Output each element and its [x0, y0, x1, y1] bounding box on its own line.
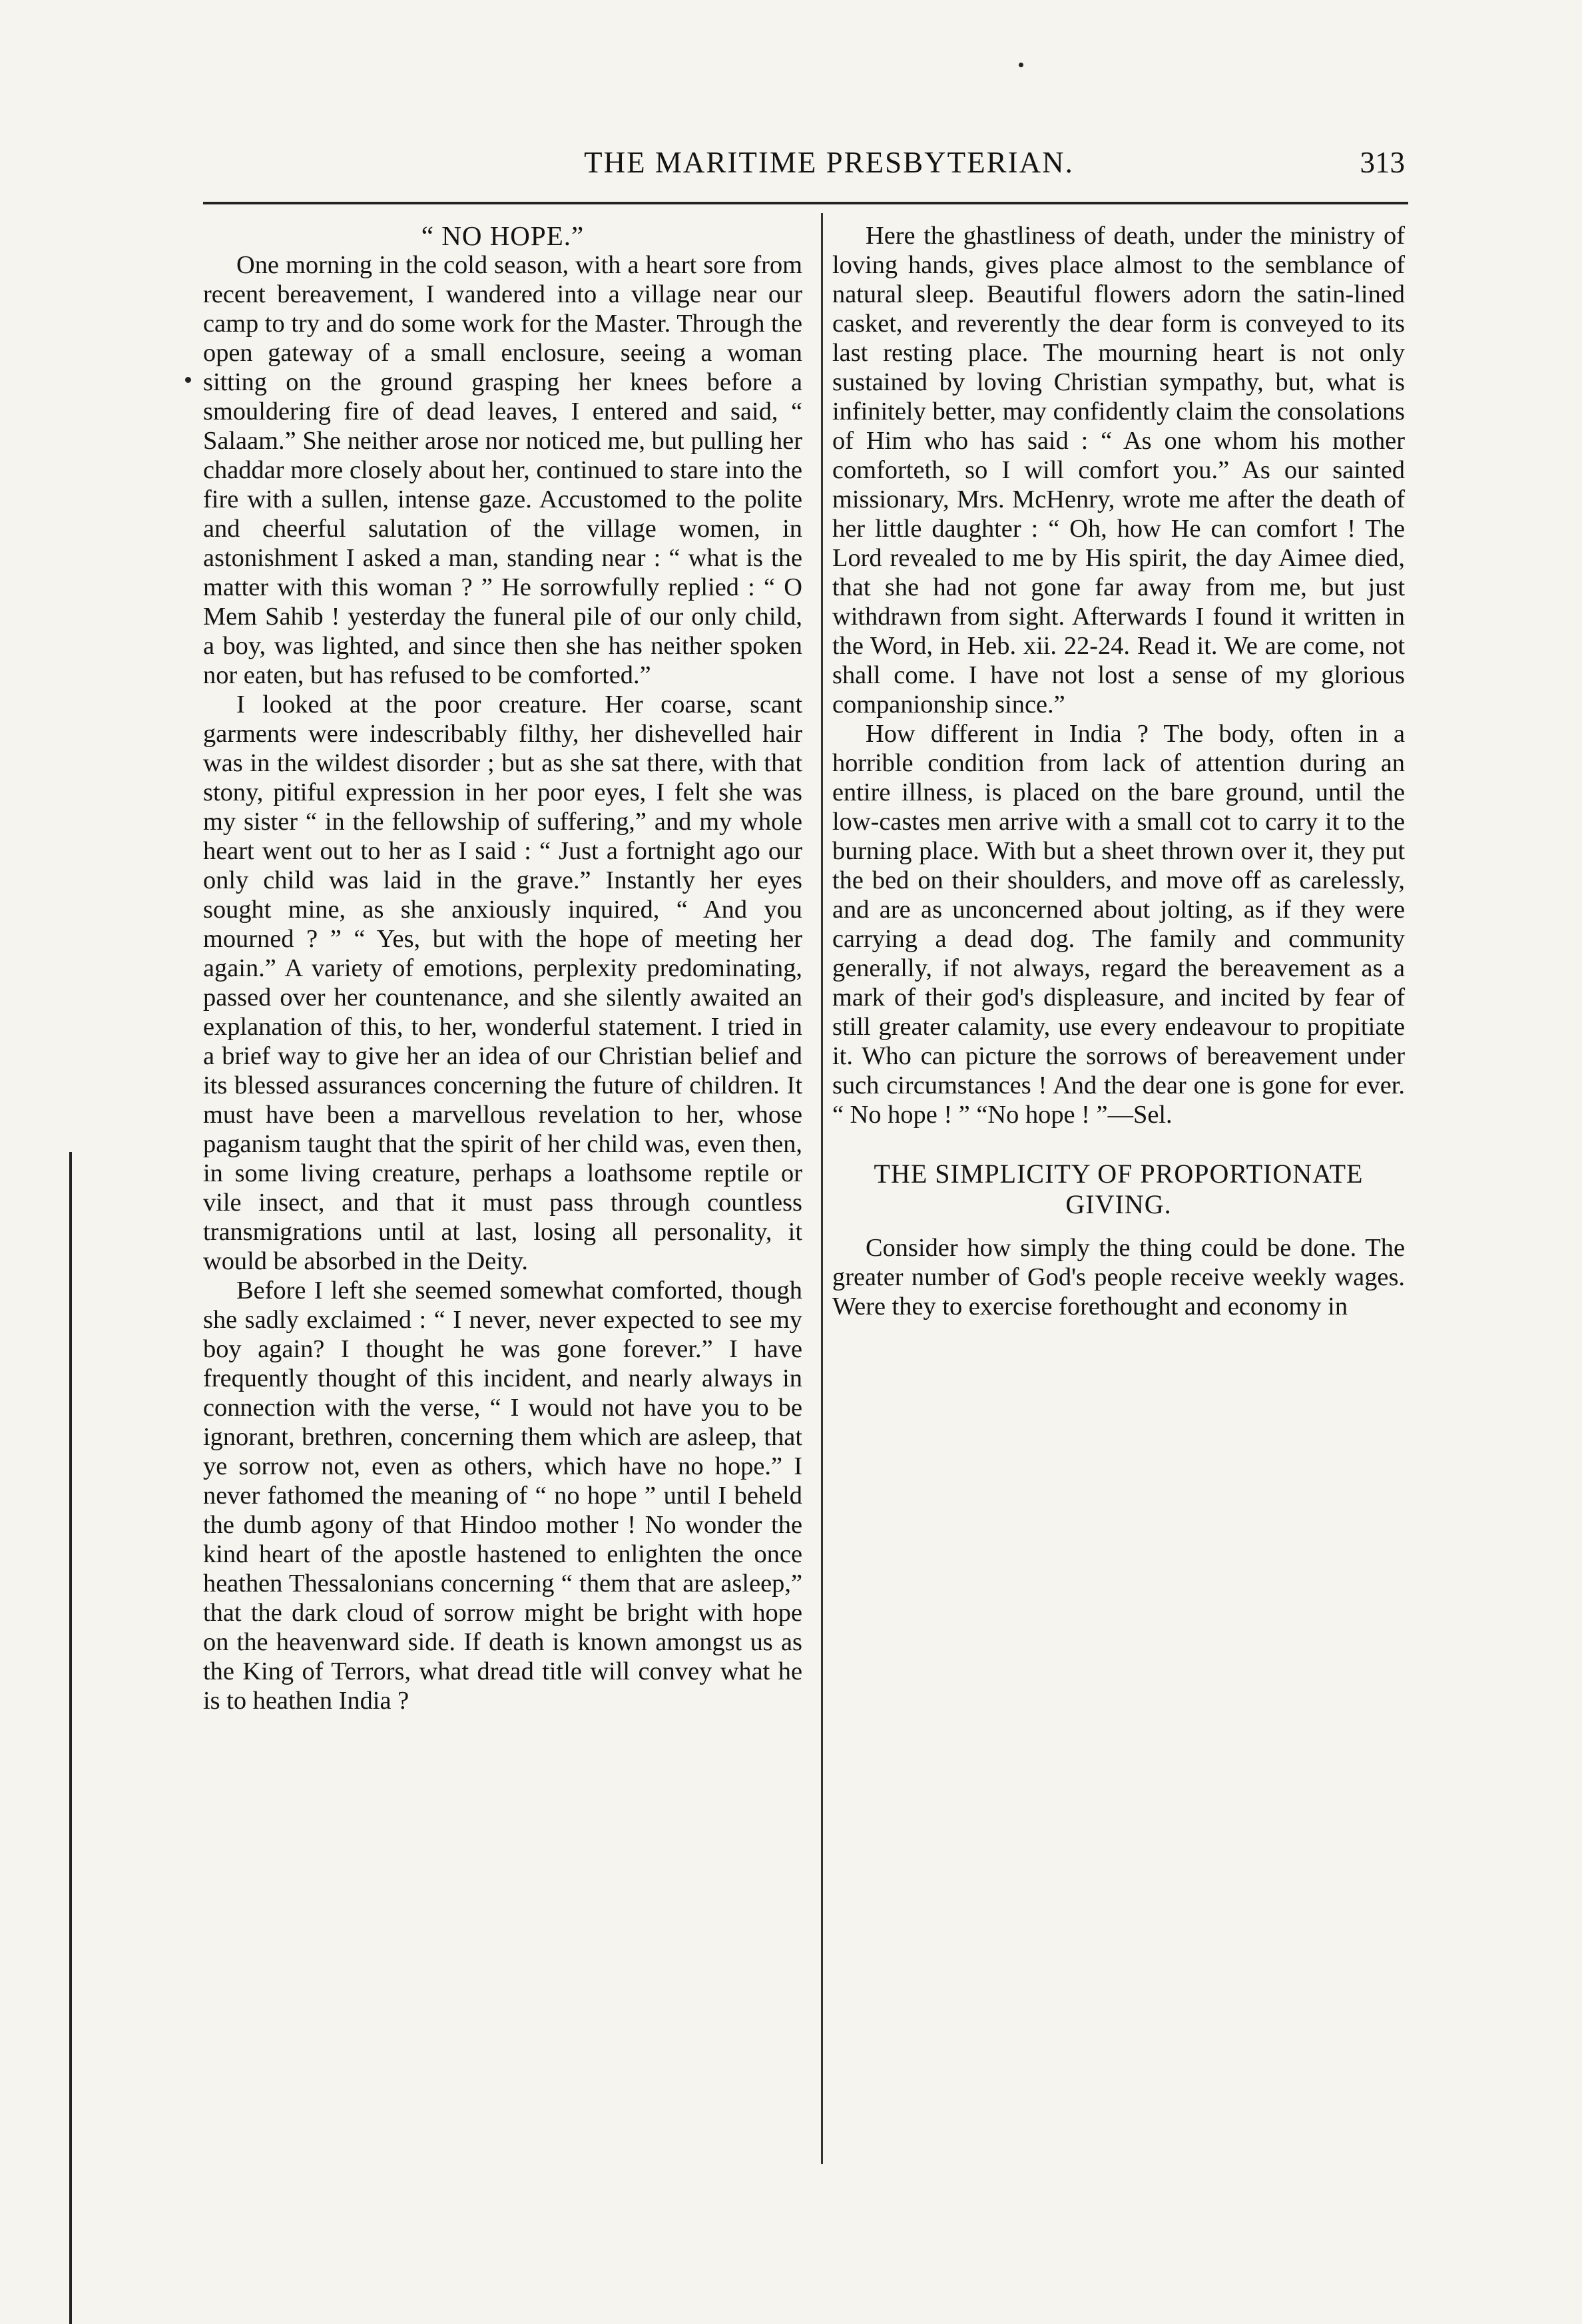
paragraph: How different in India ? The body, often in a horrible condition from lack of attention during an entire illness, is placed on the bare ground, until the low-castes men arrive with a small cot to carry it to the burning place. With but a sheet thrown over it, they put the bed on their shoulders, and move off as carelessly, and are as unconcerned about jolting, as if they were carrying a dead dog. The family and community generally, if not always, regard the bereavement as a mark of their god's displeasure, and incited by fear of still greater calamity, use every endeavour to propitiate it. Who can picture the sorrows of bereavement under such circumstances ! And the dear one is gone for ever. “ No hope ! ” “No hope ! ”—Sel. [832, 720, 1405, 1129]
margin-mark [69, 1152, 72, 2324]
paragraph: Here the ghastliness of death, under the ministry of loving hands, gives place almost to the semblance of natural sleep. Beautiful flowers adorn the satin-lined casket, and reverently the dear form is conveyed to its last resting place. The mourning heart is not only sustained by loving Christian sympathy, but, what is infinitely better, may confidently claim the consolations of Him who has said : “ As one whom his mother comforteth, so I will comfort you.” As our sainted missionary, Mrs. McHenry, wrote me after the death of her little daughter : “ Oh, how He can comfort ! The Lord revealed to me by His spirit, the day Aimee died, that she had not gone far away from me, but just withdrawn from sight. Afterwards I found it written in the Word, in Heb. xii. 22-24. Read it. We are come, not shall come. I have not lost a sense of my glorious companionship since.” [832, 222, 1405, 719]
column-divider [821, 213, 823, 2164]
paragraph: Before I left she seemed somewhat comforted, though she sadly exclaimed : “ I never, never expected to see my boy again? I thought he was gone forever.” I have frequently thought of this incident, and nearly always in connection with the verse, “ I would not have you to be ignorant, brethren, concerning them which are asleep, that ye sorrow not, even as others, which have no hope.” I never fathomed the meaning of “ no hope ” until I beheld the dumb agony of that Hindoo mother ! No wonder the kind heart of the apostle hastened to enlighten the once heathen Thessalonians concerning “ them that are asleep,” that the dark cloud of sorrow might be bright with hope on the heavenward side. If death is known amongst us as the King of Terrors, what dread title will convey what he is to heathen India ? [203, 1277, 802, 1715]
running-title: THE MARITIME PRESBYTERIAN. [584, 146, 1074, 179]
paragraph: I looked at the poor creature. Her coarse, scant garments were indescribably filthy, her dishevelled hair was in the wildest disorder ; but as she sat there, with that stony, pitiful expression in her poor eyes, I felt she was my sister “ in the fellowship of suffering,” and my whole heart went out to her as I said : “ Just a fortnight ago our only child was laid in the grave.” Instantly her eyes sought mine, as she anxiously inquired, “ And you mourned ? ” “ Yes, but with the hope of meeting her again.” A variety of emotions, perplexity predominating, passed over her countenance, and she silently awaited an explanation of this, to her, wonderful statement. I tried in a brief way to give her an idea of our Christian belief and its blessed assurances concerning the future of children. It must have been a marvellous revelation to her, whose paganism taught that the spirit of her child was, even then, in some living creature, perhaps a loathsome reptile or vile insect, and that it must pass through countless transmigrations until at last, losing all personality, it would be absorbed in the Deity. [203, 691, 802, 1275]
margin-dot [185, 377, 191, 383]
left-column [203, 221, 802, 1715]
margin-dot [1019, 63, 1023, 67]
article-title-proportionate-giving: THE SIMPLICITY OF PROPORTIONATE GIVING. [874, 1159, 1364, 1219]
paragraph: One morning in the cold season, with a heart sore from recent bereavement, I wandered into a village near our camp to try and do some work for the Master. Through the open gateway of a small enclosure, seeing a woman sitting on the ground grasping her knees before a smouldering fire of dead leaves, I entered and said, “ Salaam.” She neither arose nor noticed me, but pulling her chaddar more closely about her, continued to stare into the fire with a sullen, intense gaze. Accustomed to the polite and cheerful salutation of the village women, in astonishment I asked a man, standing near : “ what is the matter with this woman ? ” He sorrowfully replied : “ O Mem Sahib ! yesterday the funeral pile of our only child, a boy, was lighted, and since then she has neither spoken nor eaten, but has refused to be comforted.” [203, 251, 802, 689]
right-column [832, 221, 1405, 1321]
page-number: 313 [1360, 146, 1405, 179]
article-title-no-hope: “ NO HOPE.” [421, 220, 585, 251]
header-rule [203, 202, 1408, 204]
page-header [253, 145, 1405, 192]
paragraph: Consider how simply the thing could be done. The greater number of God's people receive weekly wages. Were they to exercise forethought and economy in [832, 1234, 1405, 1320]
